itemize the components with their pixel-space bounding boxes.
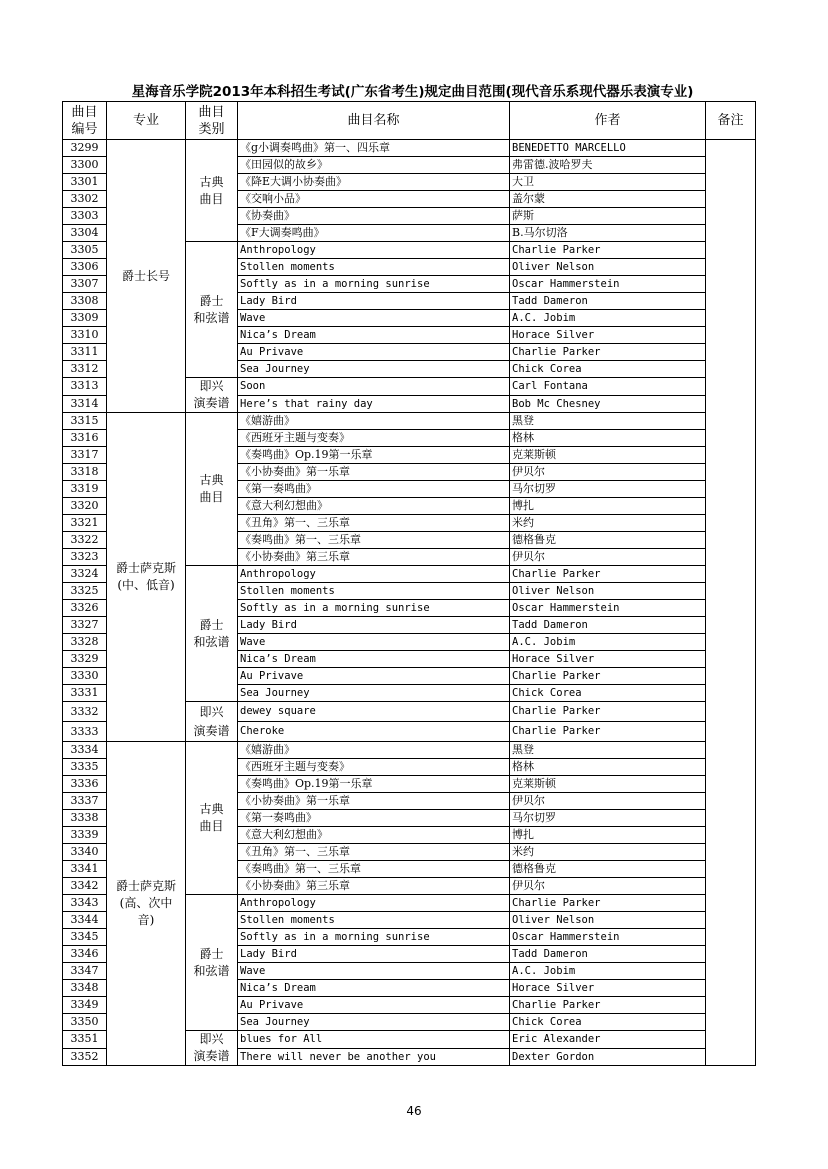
composer: 伊贝尔: [510, 464, 706, 481]
composer: Horace Silver: [510, 327, 706, 344]
composer: 米约: [510, 844, 706, 861]
piece-title: blues for All: [238, 1031, 510, 1049]
piece-title: Nica’s Dream: [238, 980, 510, 997]
table-body: [63, 140, 756, 1066]
major-cell: 爵士萨克斯 (高、次中 音): [107, 742, 186, 1066]
piece-number: 3300: [63, 157, 107, 174]
piece-title: 《西班牙主题与变奏》: [238, 759, 510, 776]
piece-number: 3350: [63, 1014, 107, 1031]
composer: Dexter Gordon: [510, 1048, 706, 1066]
composer: Charlie Parker: [510, 668, 706, 685]
piece-title: Lady Bird: [238, 293, 510, 310]
composer: Eric Alexander: [510, 1031, 706, 1049]
piece-number: 3341: [63, 861, 107, 878]
piece-title: Nica’s Dream: [238, 651, 510, 668]
piece-title: 《第一奏鸣曲》: [238, 481, 510, 498]
piece-number: 3339: [63, 827, 107, 844]
composer: Tadd Dameron: [510, 617, 706, 634]
piece-title: 《奏鸣曲》Op.19第一乐章: [238, 776, 510, 793]
piece-number: 3343: [63, 895, 107, 912]
composer: 克莱斯顿: [510, 447, 706, 464]
composer: Tadd Dameron: [510, 293, 706, 310]
composer: 萨斯: [510, 208, 706, 225]
piece-title: 《意大利幻想曲》: [238, 827, 510, 844]
composer: 伊贝尔: [510, 878, 706, 895]
piece-title: dewey square: [238, 702, 510, 722]
piece-title: Wave: [238, 963, 510, 980]
piece-number: 3346: [63, 946, 107, 963]
piece-title: 《意大利幻想曲》: [238, 498, 510, 515]
piece-number: 3315: [63, 413, 107, 430]
composer: A.C. Jobim: [510, 310, 706, 327]
piece-title: 《F大调奏鸣曲》: [238, 225, 510, 242]
piece-number: 3326: [63, 600, 107, 617]
composer: Chick Corea: [510, 1014, 706, 1031]
piece-title: 《西班牙主题与变奏》: [238, 430, 510, 447]
piece-title: 《奏鸣曲》Op.19第一乐章: [238, 447, 510, 464]
piece-number: 3304: [63, 225, 107, 242]
piece-number: 3327: [63, 617, 107, 634]
composer: B.马尔切洛: [510, 225, 706, 242]
header-composer: 作者: [510, 102, 706, 140]
piece-number: 3332: [63, 702, 107, 722]
piece-number: 3348: [63, 980, 107, 997]
composer: Charlie Parker: [510, 722, 706, 742]
piece-number: 3307: [63, 276, 107, 293]
piece-number: 3312: [63, 361, 107, 378]
piece-title: Anthropology: [238, 566, 510, 583]
composer: Charlie Parker: [510, 895, 706, 912]
piece-number: 3335: [63, 759, 107, 776]
piece-number: 3305: [63, 242, 107, 259]
piece-number: 3324: [63, 566, 107, 583]
composer: 博扎: [510, 498, 706, 515]
piece-title: Sea Journey: [238, 361, 510, 378]
repertoire-table: [62, 101, 756, 1066]
composer: Carl Fontana: [510, 378, 706, 396]
piece-title: Soon: [238, 378, 510, 396]
composer: Oliver Nelson: [510, 583, 706, 600]
composer: A.C. Jobim: [510, 963, 706, 980]
composer: A.C. Jobim: [510, 634, 706, 651]
piece-title: Nica’s Dream: [238, 327, 510, 344]
note-cell: [706, 140, 756, 1066]
piece-title: Softly as in a morning sunrise: [238, 276, 510, 293]
composer: 格林: [510, 430, 706, 447]
piece-number: 3349: [63, 997, 107, 1014]
composer: Oscar Hammerstein: [510, 929, 706, 946]
piece-title: 《降E大调小协奏曲》: [238, 174, 510, 191]
composer: Charlie Parker: [510, 997, 706, 1014]
piece-title: 《嬉游曲》: [238, 413, 510, 430]
piece-title: Sea Journey: [238, 1014, 510, 1031]
composer: BENEDETTO MARCELLO: [510, 140, 706, 157]
composer: Oliver Nelson: [510, 912, 706, 929]
composer: 德格鲁克: [510, 532, 706, 549]
header-row: [63, 102, 756, 140]
composer: Oliver Nelson: [510, 259, 706, 276]
composer: 马尔切罗: [510, 810, 706, 827]
piece-number: 3340: [63, 844, 107, 861]
piece-number: 3352: [63, 1048, 107, 1066]
piece-number: 3334: [63, 742, 107, 759]
piece-number: 3328: [63, 634, 107, 651]
category-cell: 古典 曲目: [186, 742, 238, 895]
piece-title: 《第一奏鸣曲》: [238, 810, 510, 827]
page-title: 星海音乐学院2013年本科招生考试(广东省考生)规定曲目范围(现代音乐系现代器乐表演专业): [131, 84, 694, 100]
piece-number: 3316: [63, 430, 107, 447]
category-cell: 爵士 和弦谱: [186, 242, 238, 378]
piece-number: 3317: [63, 447, 107, 464]
composer: 黑登: [510, 742, 706, 759]
header-category: 曲目 类别: [186, 102, 238, 140]
composer: 大卫: [510, 174, 706, 191]
piece-number: 3330: [63, 668, 107, 685]
piece-title: Softly as in a morning sunrise: [238, 600, 510, 617]
piece-title: Stollen moments: [238, 912, 510, 929]
table-row: [63, 413, 756, 430]
piece-title: There will never be another you: [238, 1048, 510, 1066]
composer: Bob Mc Chesney: [510, 395, 706, 413]
piece-title: Wave: [238, 310, 510, 327]
composer: Charlie Parker: [510, 702, 706, 722]
piece-number: 3313: [63, 378, 107, 396]
header-major: 专业: [107, 102, 186, 140]
piece-title: 《交响小品》: [238, 191, 510, 208]
piece-title: Stollen moments: [238, 259, 510, 276]
category-cell: 爵士 和弦谱: [186, 895, 238, 1031]
piece-number: 3321: [63, 515, 107, 532]
piece-number: 3331: [63, 685, 107, 702]
piece-number: 3299: [63, 140, 107, 157]
piece-number: 3323: [63, 549, 107, 566]
piece-title: 《小协奏曲》第一乐章: [238, 793, 510, 810]
composer: Oscar Hammerstein: [510, 600, 706, 617]
category-cell: 古典 曲目: [186, 140, 238, 242]
piece-number: 3320: [63, 498, 107, 515]
header-no: 曲目 编号: [63, 102, 107, 140]
piece-number: 3344: [63, 912, 107, 929]
composer: Charlie Parker: [510, 242, 706, 259]
page-number: 46: [406, 1104, 422, 1118]
piece-title: Cheroke: [238, 722, 510, 742]
piece-title: 《小协奏曲》第三乐章: [238, 549, 510, 566]
piece-title: 《小协奏曲》第一乐章: [238, 464, 510, 481]
piece-title: 《奏鸣曲》第一、三乐章: [238, 861, 510, 878]
piece-number: 3319: [63, 481, 107, 498]
piece-title: Anthropology: [238, 242, 510, 259]
piece-number: 3338: [63, 810, 107, 827]
piece-number: 3302: [63, 191, 107, 208]
composer: 伊贝尔: [510, 793, 706, 810]
piece-title: 《奏鸣曲》第一、三乐章: [238, 532, 510, 549]
piece-number: 3347: [63, 963, 107, 980]
piece-number: 3309: [63, 310, 107, 327]
piece-title: Sea Journey: [238, 685, 510, 702]
header-note: 备注: [706, 102, 756, 140]
piece-number: 3351: [63, 1031, 107, 1049]
piece-number: 3310: [63, 327, 107, 344]
piece-number: 3336: [63, 776, 107, 793]
category-cell: 爵士 和弦谱: [186, 566, 238, 702]
composer: Chick Corea: [510, 361, 706, 378]
major-cell: 爵士长号: [107, 140, 186, 413]
composer: 伊贝尔: [510, 549, 706, 566]
piece-title: 《g小调奏鸣曲》第一、四乐章: [238, 140, 510, 157]
piece-number: 3345: [63, 929, 107, 946]
piece-number: 3308: [63, 293, 107, 310]
piece-number: 3314: [63, 395, 107, 413]
piece-title: Softly as in a morning sunrise: [238, 929, 510, 946]
piece-number: 3303: [63, 208, 107, 225]
header-piece: 曲目名称: [238, 102, 510, 140]
table-row: [63, 742, 756, 759]
piece-title: 《丑角》第一、三乐章: [238, 515, 510, 532]
piece-number: 3329: [63, 651, 107, 668]
piece-title: Au Privave: [238, 997, 510, 1014]
piece-number: 3337: [63, 793, 107, 810]
piece-title: Anthropology: [238, 895, 510, 912]
composer: Charlie Parker: [510, 566, 706, 583]
composer: Horace Silver: [510, 980, 706, 997]
major-cell: 爵士萨克斯 (中、低音): [107, 413, 186, 742]
piece-title: 《嬉游曲》: [238, 742, 510, 759]
composer: 盖尔蒙: [510, 191, 706, 208]
composer: Charlie Parker: [510, 344, 706, 361]
piece-number: 3342: [63, 878, 107, 895]
piece-number: 3325: [63, 583, 107, 600]
composer: Oscar Hammerstein: [510, 276, 706, 293]
piece-number: 3301: [63, 174, 107, 191]
composer: 克莱斯顿: [510, 776, 706, 793]
piece-title: Au Privave: [238, 344, 510, 361]
composer: Horace Silver: [510, 651, 706, 668]
piece-title: Here’s that rainy day: [238, 395, 510, 413]
piece-number: 3333: [63, 722, 107, 742]
composer: 黑登: [510, 413, 706, 430]
category-cell: 即兴 演奏谱: [186, 1031, 238, 1066]
piece-title: Lady Bird: [238, 617, 510, 634]
category-cell: 即兴 演奏谱: [186, 378, 238, 413]
composer: 弗雷德.波哈罗夫: [510, 157, 706, 174]
piece-title: 《小协奏曲》第三乐章: [238, 878, 510, 895]
composer: Chick Corea: [510, 685, 706, 702]
composer: Tadd Dameron: [510, 946, 706, 963]
composer: 博扎: [510, 827, 706, 844]
piece-title: Lady Bird: [238, 946, 510, 963]
piece-title: 《田园似的故乡》: [238, 157, 510, 174]
composer: 米约: [510, 515, 706, 532]
piece-title: Stollen moments: [238, 583, 510, 600]
composer: 格林: [510, 759, 706, 776]
piece-number: 3322: [63, 532, 107, 549]
category-cell: 古典 曲目: [186, 413, 238, 566]
piece-title: 《丑角》第一、三乐章: [238, 844, 510, 861]
piece-number: 3306: [63, 259, 107, 276]
piece-title: Wave: [238, 634, 510, 651]
composer: 马尔切罗: [510, 481, 706, 498]
piece-number: 3318: [63, 464, 107, 481]
piece-title: Au Privave: [238, 668, 510, 685]
table-row: [63, 140, 756, 157]
piece-title: 《协奏曲》: [238, 208, 510, 225]
category-cell: 即兴 演奏谱: [186, 702, 238, 742]
piece-number: 3311: [63, 344, 107, 361]
composer: 德格鲁克: [510, 861, 706, 878]
